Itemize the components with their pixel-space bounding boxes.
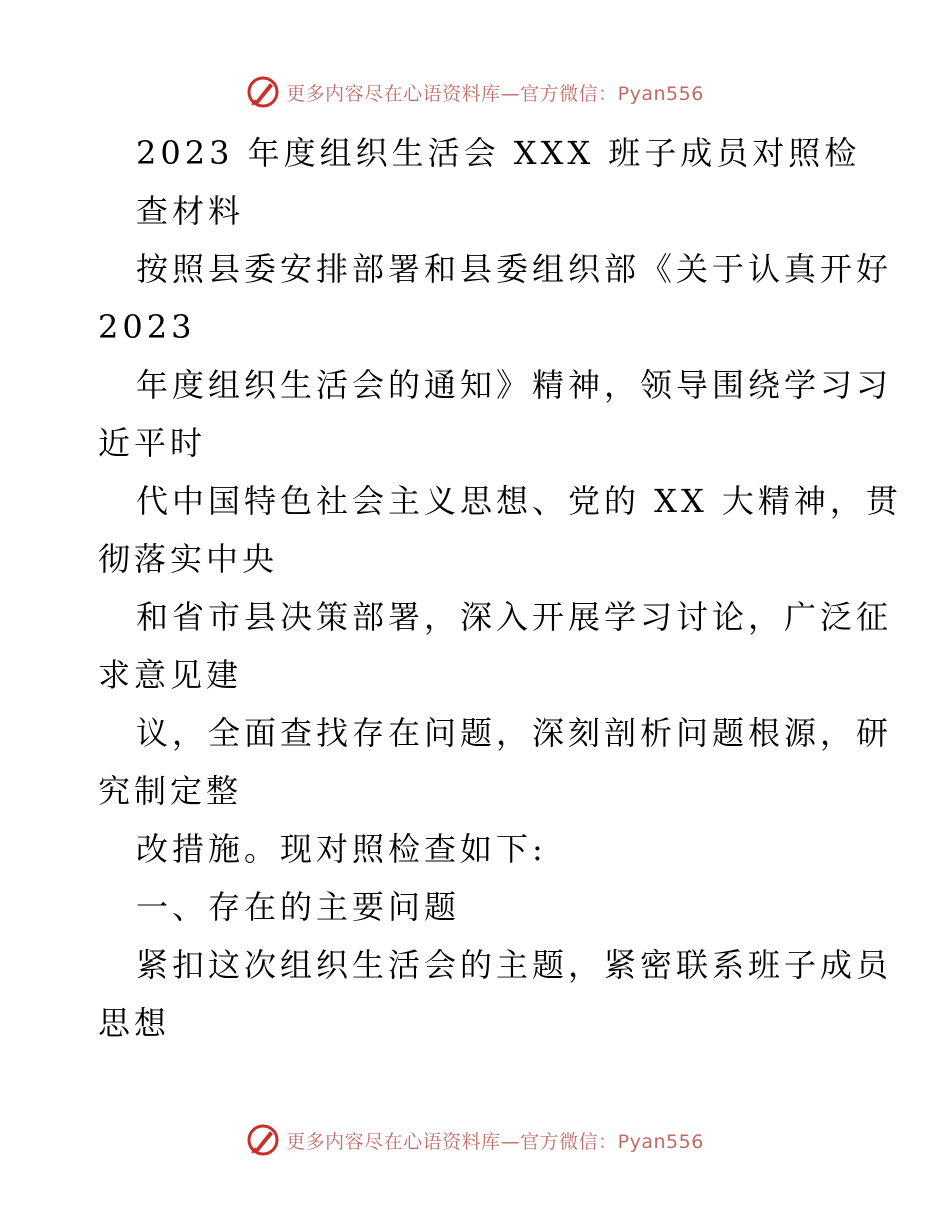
document-line: 究制定整: [98, 772, 243, 810]
document-line: 2023 年度组织生活会 XXX 班子成员对照检: [136, 134, 861, 172]
quill-pen-logo-icon: [246, 1123, 280, 1157]
document-line: 2023: [98, 308, 196, 346]
document-line: 思想: [98, 1004, 171, 1042]
document-line: 紧扣这次组织生活会的主题，紧密联系班子成员: [136, 946, 893, 984]
document-body: [98, 124, 902, 1052]
document-line: 按照县委安排部署和县委组织部《关于认真开好: [136, 250, 893, 288]
document-line: 年度组织生活会的通知》精神，领导围绕学习习: [136, 366, 893, 404]
document-line: 一、存在的主要问题: [136, 888, 461, 926]
footer-watermark: [0, 1118, 950, 1162]
document-line: 议，全面查找存在问题，深刻剖析问题根源，研: [136, 714, 893, 752]
document-line: 彻落实中央: [98, 540, 279, 578]
document-line: 改措施。现对照检查如下:: [136, 830, 547, 868]
header-watermark: [0, 70, 950, 114]
document-line: 近平时: [98, 424, 207, 462]
quill-pen-logo-icon: [246, 75, 280, 109]
document-line: 代中国特色社会主义思想、党的 XX 大精神，贯: [136, 482, 902, 520]
document-line: 求意见建: [98, 656, 243, 694]
document-line: 查材料: [136, 192, 245, 230]
watermark-text: 更多内容尽在心语资料库—官方微信：Pyan556: [286, 1130, 704, 1153]
document-line: 和省市县决策部署，深入开展学习讨论，广泛征: [136, 598, 893, 636]
watermark-text: 更多内容尽在心语资料库—官方微信：Pyan556: [286, 82, 704, 105]
